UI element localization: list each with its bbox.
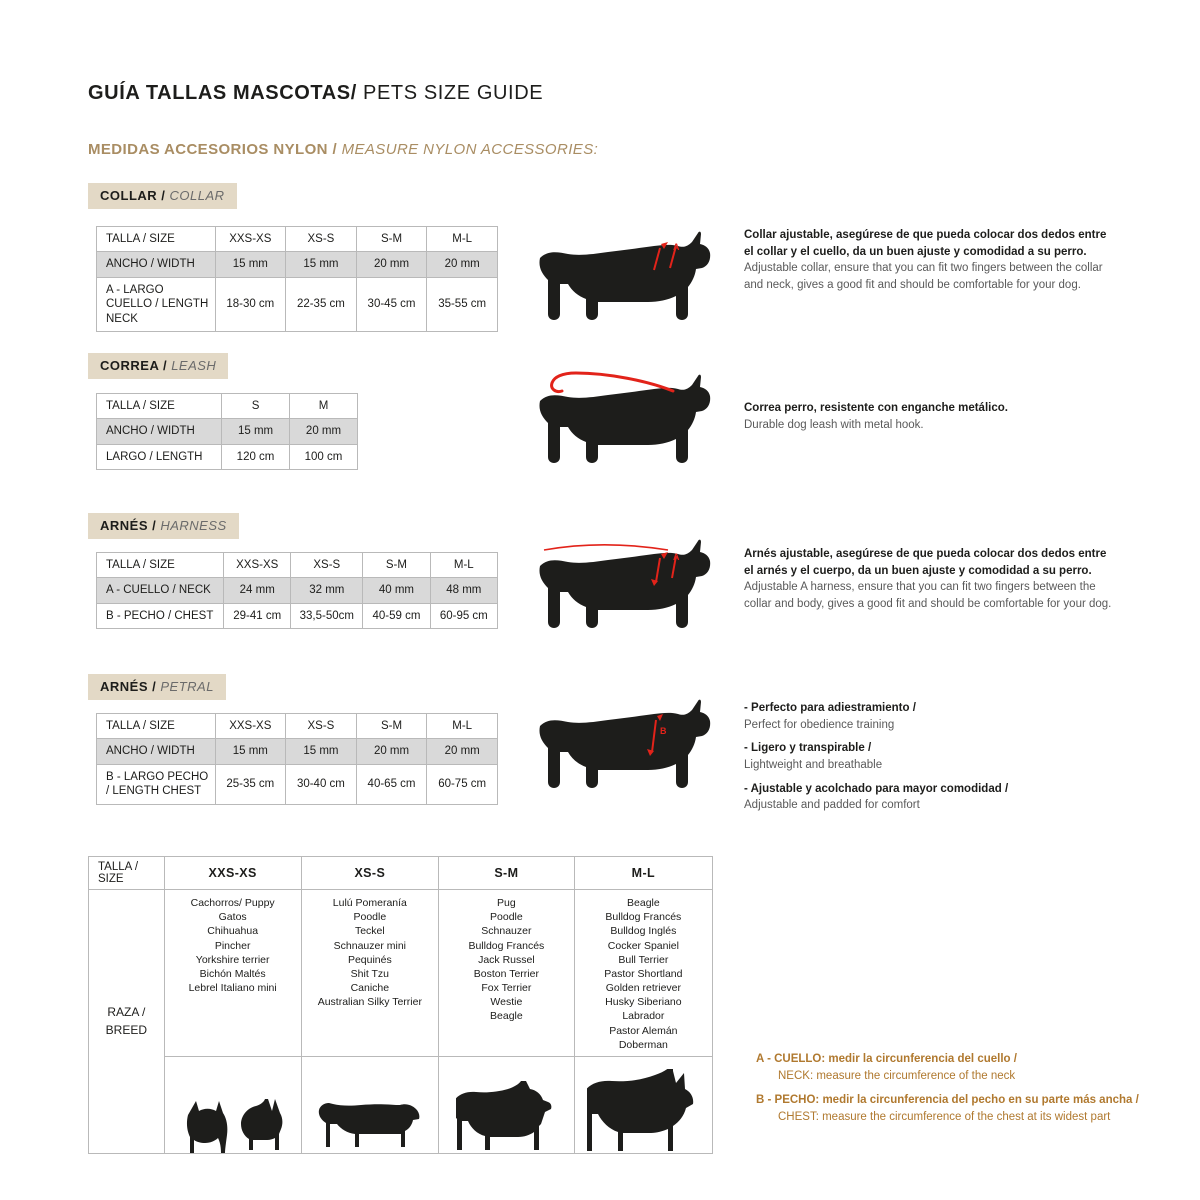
cell: M-L: [427, 714, 498, 739]
breed-item: Shit Tzu: [350, 967, 389, 980]
cell: 22-35 cm: [286, 277, 357, 331]
cell: XXS-XS: [164, 857, 301, 890]
breed-item: Lulú Pomeranía: [332, 897, 407, 909]
cell: M-L: [574, 857, 712, 890]
cell: 100 cm: [290, 444, 358, 469]
cell: A - LARGO CUELLO / LENGTH NECK: [97, 277, 216, 331]
doberman-icon: [587, 1069, 699, 1153]
cell: 18-30 cm: [215, 277, 286, 331]
cell: 20 mm: [356, 252, 427, 277]
breed-item: Golden retriever: [605, 982, 682, 995]
cell: 48 mm: [430, 578, 497, 603]
svg-text:A: A: [673, 242, 680, 252]
cell: 120 cm: [222, 444, 290, 469]
section-tag-leash: [88, 353, 228, 379]
table-row: [97, 603, 498, 628]
breed-item: Bull Terrier: [618, 953, 669, 966]
breed-item: Lebrel Italiano mini: [188, 982, 277, 995]
cell: TALLA / SIZE: [97, 553, 224, 578]
table-row: [97, 714, 498, 739]
table-row: [97, 277, 498, 331]
breed-item: Poodle: [353, 911, 387, 924]
breed-item: Caniche: [350, 982, 390, 995]
breed-item: Westie: [490, 996, 523, 1009]
dog-leash-illustration: [528, 365, 713, 475]
breed-item: Labrador: [622, 1010, 665, 1023]
silhouette-xs-s: [301, 1056, 438, 1153]
breed-item: Pequinés: [347, 953, 392, 966]
desc-leash-en: Durable dog leash with metal hook.: [744, 418, 924, 431]
section-tag-harness-light: HARNESS: [156, 518, 227, 533]
cell: XXS-XS: [215, 227, 286, 252]
breed-item: Pincher: [214, 939, 251, 952]
cell: 20 mm: [290, 419, 358, 444]
bullet-es: - Perfecto para adiestramiento /: [744, 702, 916, 714]
breed-item: Bichón Maltés: [199, 967, 266, 980]
measure-note-neck-es: A - CUELLO: medir la circunferencia del cuello /: [756, 1053, 1017, 1065]
table-row: [97, 252, 498, 277]
breed-item: Bulldog Francés: [468, 939, 545, 952]
table-row: [89, 890, 713, 1057]
cat-icon: [180, 1091, 232, 1153]
section-tag-collar: [88, 183, 237, 209]
measure-note-chest-en: CHEST: measure the circumference of the chest at its widest part: [778, 1110, 1111, 1123]
cell: 60-75 cm: [427, 764, 498, 804]
table-row: [97, 553, 498, 578]
desc-collar-en: Adjustable collar, ensure that you can fit two fingers between the collar and neck, gives a good fit and should be comfortable for your dog.: [744, 262, 1103, 292]
silhouette-s-m: [439, 1056, 575, 1153]
table-row: [97, 227, 498, 252]
cell: 25-35 cm: [215, 764, 286, 804]
section-tag-petral: [88, 674, 226, 700]
page-title-bold: GUÍA TALLAS MASCOTAS/: [88, 82, 357, 104]
page-title-light: PETS SIZE GUIDE: [356, 82, 544, 104]
breed-item: Chihuahua: [207, 925, 259, 938]
table-breed: [88, 856, 713, 1154]
table-petral: [96, 713, 498, 805]
desc-leash-es: Correa perro, resistente con enganche metálico.: [744, 402, 1008, 414]
cell: TALLA / SIZE: [97, 394, 222, 419]
cell: 15 mm: [286, 739, 357, 764]
cell: XS-S: [286, 227, 357, 252]
cell: M-L: [427, 227, 498, 252]
breed-row-label: [89, 890, 165, 1154]
desc-collar-es: Collar ajustable, asegúrese de que pueda colocar dos dedos entre el collar y el cuello, da un buen ajuste y comodidad a su perro.: [744, 229, 1107, 258]
section-tag-petral-light: PETRAL: [156, 679, 214, 694]
cell: ANCHO / WIDTH: [97, 419, 222, 444]
cell: TALLA / SIZE: [97, 714, 216, 739]
cell: 15 mm: [215, 739, 286, 764]
page-subtitle: [88, 141, 598, 158]
breed-item: Bulldog Francés: [605, 911, 682, 924]
cell: 20 mm: [427, 739, 498, 764]
cell: M-L: [430, 553, 497, 578]
breed-item: Poodle: [490, 911, 523, 924]
cell: LARGO / LENGTH: [97, 444, 222, 469]
cell: 20 mm: [356, 739, 427, 764]
cell: ANCHO / WIDTH: [97, 252, 216, 277]
breed-item: Yorkshire terrier: [195, 953, 270, 966]
section-tag-harness-bold: ARNÉS /: [100, 518, 157, 533]
page-title: [88, 82, 543, 105]
section-tag-collar-light: COLLAR: [165, 188, 225, 203]
table-harness: [96, 552, 498, 629]
breed-row-label-1: RAZA /: [107, 1005, 146, 1020]
table-row: [97, 444, 358, 469]
measure-note-chest-es: B - PECHO: medir la circunferencia del pecho en su parte más ancha /: [756, 1093, 1139, 1106]
table-collar: [96, 226, 498, 332]
cell: S-M: [439, 857, 575, 890]
silhouette-m-l: [574, 1056, 712, 1153]
dachshund-icon: [316, 1091, 424, 1153]
chihuahua-icon: [238, 1091, 286, 1153]
breed-item: Jack Russel: [478, 953, 535, 966]
cell: A - CUELLO / NECK: [97, 578, 224, 603]
silhouette-xxs-xs: [164, 1056, 301, 1153]
table-row: [89, 857, 713, 890]
bullet-es: - Ligero y transpirable /: [744, 742, 872, 755]
breed-item: Boston Terrier: [473, 967, 539, 980]
cell: S-M: [356, 227, 427, 252]
table-row: [89, 1056, 713, 1153]
bullet-en: Adjustable and padded for comfort: [744, 799, 920, 812]
breed-list-m-l: [574, 890, 712, 1057]
desc-harness: [744, 546, 1114, 613]
cell: 40 mm: [363, 578, 430, 603]
breed-item: Husky Siberiano: [605, 996, 682, 1009]
cell: 33,5-50cm: [291, 603, 363, 628]
cell: XS-S: [286, 714, 357, 739]
cell: S-M: [356, 714, 427, 739]
breed-row-label-2: BREED: [105, 1023, 147, 1038]
cell: ANCHO / WIDTH: [97, 739, 216, 764]
cell: TALLA / SIZE: [97, 227, 216, 252]
cell: 15 mm: [286, 252, 357, 277]
dog-petral-illustration: [528, 690, 713, 800]
svg-text:A: A: [673, 552, 680, 562]
schnauzer-icon: [456, 1075, 556, 1153]
cell: S-M: [363, 553, 430, 578]
cell: 40-59 cm: [363, 603, 430, 628]
cell: 32 mm: [291, 578, 363, 603]
breed-item: Beagle: [490, 1010, 523, 1023]
breed-item: Bulldog Inglés: [610, 925, 677, 938]
cell: 60-95 cm: [430, 603, 497, 628]
desc-collar: [744, 227, 1114, 294]
svg-text:B: B: [660, 726, 667, 736]
table-row: [97, 764, 498, 804]
desc-harness-es: Arnés ajustable, asegúrese de que pueda colocar dos dedos entre el arnés y el cuerpo, da un buen ajuste y comodidad a su perro.: [744, 548, 1107, 577]
section-tag-collar-bold: COLLAR /: [100, 188, 166, 203]
breed-item: Schnauzer mini: [333, 939, 407, 952]
breed-item: Schnauzer: [481, 925, 532, 938]
cell: 15 mm: [222, 419, 290, 444]
breed-list-xs-s: [301, 890, 438, 1057]
cell: XS-S: [291, 553, 363, 578]
measure-note: [756, 1051, 1176, 1126]
cell: XS-S: [301, 857, 438, 890]
cell: 30-45 cm: [356, 277, 427, 331]
table-row: [97, 394, 358, 419]
cell: 35-55 cm: [427, 277, 498, 331]
bullet-en: Lightweight and breathable: [744, 759, 883, 772]
cell: B - LARGO PECHO / LENGTH CHEST: [97, 764, 216, 804]
breed-item: Beagle: [627, 897, 660, 909]
cell: B - PECHO / CHEST: [97, 603, 224, 628]
breed-item: Cachorros/ Puppy: [190, 897, 275, 909]
section-tag-leash-light: LEASH: [167, 358, 217, 373]
cell: 15 mm: [215, 252, 286, 277]
cell: 29-41 cm: [224, 603, 291, 628]
measure-note-neck-en: NECK: measure the circumference of the neck: [778, 1070, 1016, 1083]
cell: 40-65 cm: [356, 764, 427, 804]
section-tag-harness: [88, 513, 239, 539]
table-row: [97, 419, 358, 444]
dog-harness-illustration: [528, 530, 713, 640]
breed-item: Pastor Shortland: [604, 967, 683, 980]
desc-leash: [744, 400, 1114, 433]
breed-item: Pastor Alemán: [609, 1024, 678, 1037]
cell: M: [290, 394, 358, 419]
measure-note-chest: [756, 1092, 1176, 1127]
breed-item: Teckel: [354, 925, 385, 938]
page-subtitle-bold: MEDIDAS ACCESORIOS NYLON /: [88, 141, 338, 158]
cell: 30-40 cm: [286, 764, 357, 804]
bullet-es: - Ajustable y acolchado para mayor comodidad /: [744, 782, 1009, 795]
cell: XXS-XS: [215, 714, 286, 739]
section-tag-leash-bold: CORREA /: [100, 358, 168, 373]
table-leash: [96, 393, 358, 470]
breed-item: Australian Silky Terrier: [317, 996, 422, 1009]
table-row: [97, 739, 498, 764]
cell: 24 mm: [224, 578, 291, 603]
breed-list-xxs-xs: [164, 890, 301, 1057]
cell: 20 mm: [427, 252, 498, 277]
bullet-en: Perfect for obedience training: [744, 718, 895, 731]
cell: S: [222, 394, 290, 419]
breed-item: Cocker Spaniel: [607, 939, 679, 952]
breed-item: Gatos: [218, 911, 247, 924]
breed-item: Pug: [497, 897, 516, 909]
breed-item: Doberman: [618, 1038, 668, 1051]
desc-harness-en: Adjustable A harness, ensure that you can fit two fingers between the collar and body, gives a good fit and should be comfortable for your dog.: [744, 581, 1112, 611]
cell: XXS-XS: [224, 553, 291, 578]
cell: TALLA / SIZE: [89, 857, 165, 890]
page-subtitle-light: MEASURE NYLON ACCESSORIES:: [337, 141, 599, 158]
breed-list-s-m: [439, 890, 575, 1057]
bullets-petral: [744, 700, 1114, 814]
table-row: [97, 578, 498, 603]
dog-collar-illustration: [528, 222, 713, 332]
section-tag-petral-bold: ARNÉS /: [100, 679, 157, 694]
measure-note-neck: [756, 1051, 1176, 1086]
breed-item: Fox Terrier: [481, 982, 532, 995]
